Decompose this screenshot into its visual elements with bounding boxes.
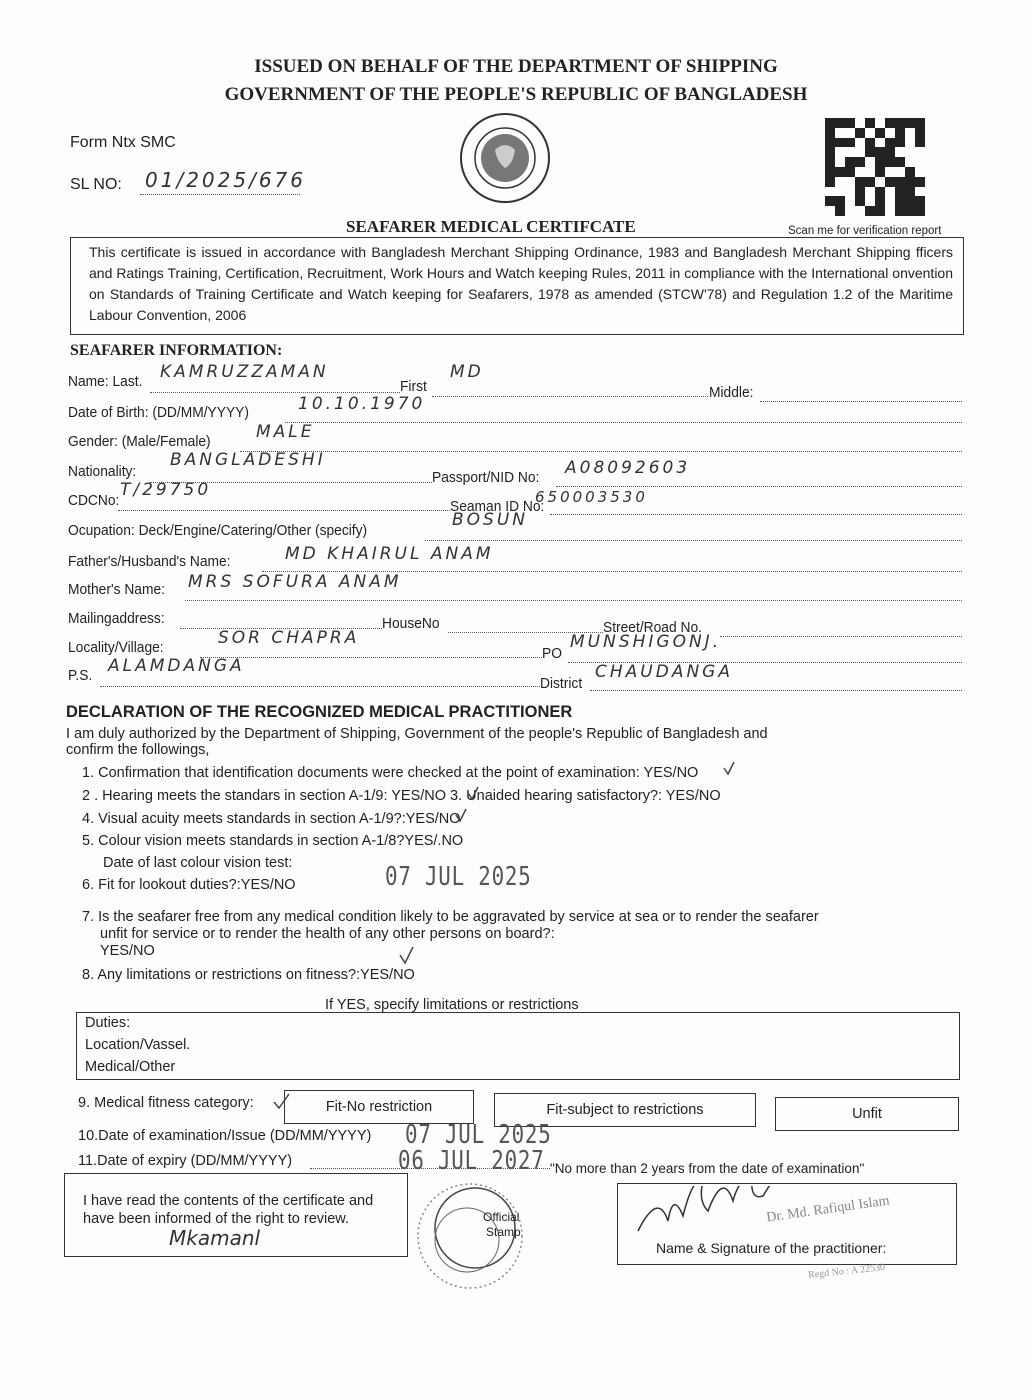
- expiry-note: "No more than 2 years from the date of examination": [550, 1161, 865, 1176]
- house-no-label: HouseNo: [382, 615, 440, 632]
- acknowledgement-text: I have read the contents of the certificate and have been informed of the right to review.: [83, 1193, 374, 1227]
- declaration-para2: confirm the followings,: [66, 742, 210, 758]
- first-name-label: First: [400, 378, 427, 395]
- acknowledgement-box: [64, 1173, 408, 1257]
- declaration-item-2-3: 2 . Hearing meets the standars in section A-1/9: YES/NO 3. Unaided hearing satisfactory?: YES/NO: [82, 788, 721, 804]
- gender-label: Gender: (Male/Female): [68, 433, 211, 450]
- location-vessel-label: Location/Vassel.: [85, 1037, 191, 1053]
- fitness-option-label: Fit-No restriction: [325, 1099, 433, 1115]
- gender-value: MALE: [256, 422, 315, 442]
- fitness-option-fit-no-restriction[interactable]: [284, 1090, 474, 1124]
- practitioner-label: Name & Signature of the practitioner:: [656, 1240, 887, 1256]
- limitations-box: [76, 1012, 960, 1080]
- cdc-label: CDCNo:: [68, 492, 120, 509]
- last-name-value: KAMRUZZAMAN: [160, 362, 329, 382]
- intro-text: This certificate is issued in accordance with Bangladesh Merchant Shipping Ordinance, 1983 and Bangladesh Merchant Shipping fficers and Ratings Training, Certification, Recruitment, Work Hours and Watch keeping Rules, 2011 in compliance with the International onvention on Standards of Training Certificate and Watch keeping for Seafarers, 1978 as amended (STCW'78) and Regulation 1.2 of the Maritime Labour Convention, 2006: [89, 244, 953, 323]
- first-name-value: MD: [450, 362, 484, 382]
- declaration-item-1: 1. Confirmation that identification documents were checked at the point of examination: YES/NO: [82, 765, 699, 781]
- stamp-label-2: Stamp: [486, 1225, 521, 1239]
- fitness-option-unfit[interactable]: [775, 1097, 959, 1131]
- colour-test-date: 07 JUL 2025: [385, 862, 532, 892]
- seaman-id-label: Seaman ID No:: [450, 498, 545, 515]
- info-heading: SEAFARER INFORMATION:: [70, 342, 283, 359]
- colour-test-label: Date of last colour vision test:: [103, 855, 293, 871]
- sl-label: SL NO:: [70, 176, 122, 193]
- nationality-value: BANGLADESHI: [170, 450, 326, 470]
- occupation-value: BOSUN: [452, 510, 528, 530]
- declaration-item-7: 7. Is the seafarer free from any medical condition likely to be aggravated by service at sea or to render the seafarer: [82, 909, 819, 925]
- if-yes-label: If YES, specify limitations or restrictions: [325, 997, 579, 1013]
- declaration-para1: I am duly authorized by the Department of Shipping, Government of the people's Republic of Bangladesh and: [66, 726, 768, 742]
- expiry-date-label: 11.Date of expiry (DD/MM/YYYY): [78, 1153, 293, 1169]
- fitness-category-label: 9. Medical fitness category:: [78, 1095, 254, 1111]
- locality-value: SOR CHAPRA: [218, 628, 360, 648]
- exam-date-value: 07 JUL 2025: [405, 1120, 552, 1150]
- po-label: PO: [542, 645, 562, 662]
- locality-label: Locality/Village:: [68, 639, 164, 656]
- fitness-option-label: Fit-subject to restrictions: [546, 1102, 704, 1118]
- stamp-label-1: Official: [483, 1210, 520, 1224]
- fitness-option-label: Unfit: [852, 1106, 882, 1122]
- sl-value: 01/2025/676: [145, 168, 306, 192]
- middle-name-label: Middle:: [709, 384, 754, 401]
- last-name-label: Name: Last.: [68, 373, 143, 390]
- ps-value: ALAMDANGA: [108, 656, 245, 676]
- po-value: MUNSHIGONJ.: [570, 632, 722, 652]
- exam-date-label: 10.Date of examination/Issue (DD/MM/YYYY): [78, 1128, 372, 1144]
- mother-name-value: MRS SOFURA ANAM: [188, 572, 402, 592]
- medical-other-label: Medical/Other: [85, 1059, 176, 1075]
- form-number: Form Ntx SMC: [70, 134, 176, 151]
- duties-label: Duties:: [85, 1015, 131, 1031]
- declaration-heading: DECLARATION OF THE RECOGNIZED MEDICAL PRACTITIONER: [66, 703, 573, 721]
- passport-label: Passport/NID No:: [432, 469, 540, 486]
- district-value: CHAUDANGA: [595, 662, 733, 682]
- declaration-item-8: 8. Any limitations or restrictions on fitness?:YES/NO: [82, 967, 415, 983]
- expiry-date-value: 06 JUL 2027: [398, 1146, 545, 1176]
- nationality-label: Nationality:: [68, 463, 137, 480]
- header-line2: GOVERNMENT OF THE PEOPLE'S REPUBLIC OF BANGLADESH: [224, 84, 808, 105]
- dob-label: Date of Birth: (DD/MM/YYYY): [68, 404, 249, 421]
- passport-value: A08092603: [565, 458, 691, 478]
- declaration-item-4: 4. Visual acuity meets standards in section A-1/9?:YES/NO: [82, 811, 461, 827]
- district-label: District: [540, 675, 583, 692]
- mother-name-label: Mother's Name:: [68, 581, 165, 598]
- seafarer-signature: Mkamanl: [169, 1226, 261, 1250]
- declaration-item-7-cont: unfit for service or to render the health of any other persons on board?:: [100, 926, 555, 942]
- cdc-value: T/29750: [120, 480, 212, 500]
- practitioner-seal-name: Dr. Md. Rafiqul Islam: [765, 1193, 891, 1226]
- seaman-id-value: 650003530: [535, 488, 648, 506]
- street-label: Street/Road No.: [603, 619, 702, 636]
- declaration-item-7-answer: YES/NO: [100, 943, 155, 959]
- mailing-address-label: Mailingaddress:: [68, 610, 165, 627]
- practitioner-regd: Regd No : A 22530: [807, 1261, 886, 1282]
- declaration-item-6: 6. Fit for lookout duties?:YES/NO: [82, 877, 296, 893]
- father-name-value: MD KHAIRUL ANAM: [285, 544, 494, 564]
- certificate-title: SEAFARER MEDICAL CERTIFCATE: [346, 217, 636, 236]
- declaration-item-5: 5. Colour vision meets standards in section A-1/8?YES/.NO: [82, 833, 464, 849]
- father-name-label: Father's/Husband's Name:: [68, 553, 231, 570]
- qr-caption: Scan me for verification report: [788, 225, 942, 237]
- ps-label: P.S.: [68, 667, 93, 684]
- dob-value: 10.10.1970: [298, 394, 426, 414]
- occupation-label: Ocupation: Deck/Engine/Catering/Other (specify): [68, 522, 368, 539]
- practitioner-signature-box: [617, 1183, 957, 1265]
- header-line1: ISSUED ON BEHALF OF THE DEPARTMENT OF SHIPPING: [254, 56, 778, 77]
